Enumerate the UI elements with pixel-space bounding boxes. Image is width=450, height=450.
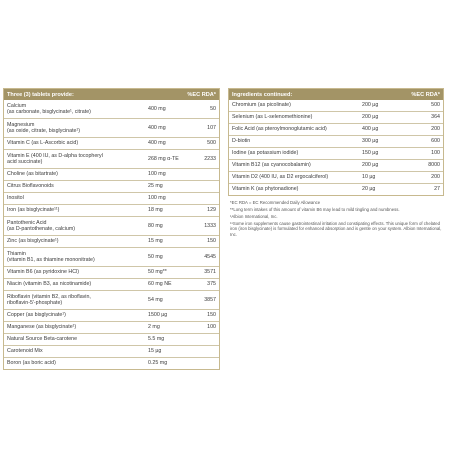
nutrient-name: Calcium (as carbonate, bisglycinate¹, citrate): [7, 102, 91, 115]
nutrient-amount: 200 µg: [362, 162, 379, 169]
nutrient-amount: 400 mg: [148, 124, 166, 131]
nutrient-rda: 129: [207, 207, 216, 214]
nutrient-amount: 400 mg: [148, 140, 166, 147]
nutrient-amount: 50 mg**: [148, 269, 167, 276]
table-row: [4, 334, 219, 346]
table-row: [229, 100, 443, 112]
nutrient-amount: 80 mg: [148, 222, 163, 229]
table-row: [4, 291, 219, 310]
nutrient-name: Magnesium (as oxide, citrate, bisglycinate¹): [7, 121, 81, 134]
table-row: [229, 184, 443, 195]
nutrient-name: Citrus Bioflavonoids: [7, 183, 54, 190]
nutrient-name: Thiamin (vitamin B1, as thiamine mononitrate): [7, 250, 95, 263]
nutrient-rda: 50: [210, 105, 216, 112]
nutrition-table-left: [3, 88, 220, 370]
footnote: ¹¹Some iron supplements cause gastrointestinal irritation and constipating effects. This unique form of chelated iron (iron bisglycinate) is formulated for enhanced absorption and is gentle on your system. Albion International, Inc.: [230, 220, 442, 237]
table-title: Three (3) tablets provide:: [7, 91, 74, 98]
nutrient-rda: 1333: [204, 222, 216, 229]
nutrient-amount: 50 mg: [148, 253, 163, 260]
nutrient-name: Zinc (as bisglycinate¹): [7, 238, 59, 245]
table-row: [4, 150, 219, 169]
nutrient-amount: 54 mg: [148, 296, 163, 303]
nutrient-name: Carotenoid Mix: [7, 348, 43, 355]
rda-column-header: %EC RDA*: [187, 91, 216, 98]
nutrient-amount: 25 mg: [148, 183, 163, 190]
nutrient-name: Choline (as bitartrate): [7, 171, 58, 178]
nutrient-rda: 4545: [204, 253, 216, 260]
nutrient-name: Chromium (as picolinate): [232, 102, 291, 109]
nutrient-name: Vitamin E (400 IU, as D-alpha tocopheryl acid succinate): [7, 152, 103, 165]
nutrient-amount: 1500 µg: [148, 312, 168, 319]
nutrient-amount: 300 µg: [362, 138, 379, 145]
table-row: [229, 112, 443, 124]
table-title: Ingredients continued:: [232, 91, 293, 98]
nutrient-name: Vitamin B6 (as pyridoxine HCl): [7, 269, 80, 276]
nutrient-amount: 10 µg: [362, 174, 376, 181]
nutrient-amount: 60 mg NE: [148, 281, 172, 288]
nutrient-rda: 8000: [428, 162, 440, 169]
nutrient-name: Vitamin B12 (as cyanocobalamin): [232, 162, 311, 169]
table-row: [4, 119, 219, 138]
nutrient-amount: 150 µg: [362, 150, 379, 157]
table-row: [4, 193, 219, 205]
nutrient-name: Pantothenic Acid (as D-pantothenate, calcium): [7, 219, 76, 232]
nutrient-name: Vitamin C (as L-Ascorbic acid): [7, 140, 79, 147]
nutrient-amount: 200 µg: [362, 114, 379, 121]
table-row: [4, 322, 219, 334]
nutrient-rda: 364: [431, 114, 440, 121]
nutrient-amount: 2 mg: [148, 324, 160, 331]
table-row: [229, 124, 443, 136]
nutrient-amount: 0.25 mg: [148, 360, 168, 367]
table-row: [4, 100, 219, 119]
nutrient-name: Inositol: [7, 195, 24, 202]
table-row: [4, 181, 219, 193]
nutrient-rda: 200: [431, 126, 440, 133]
footnote: **Long term intakes of this amount of vitamin B6 may lead to mild tingling and numbness.: [230, 206, 400, 212]
nutrient-rda: 600: [431, 138, 440, 145]
table-row: [4, 279, 219, 291]
table-row: [229, 172, 443, 184]
nutrient-amount: 100 mg: [148, 171, 166, 178]
nutrient-rda: 150: [207, 238, 216, 245]
table-header: [229, 89, 443, 100]
nutrient-name: Folic Acid (as pteroylmonoglutamic acid): [232, 126, 327, 133]
table-row: [4, 217, 219, 236]
footnote: ¹Albion International, Inc.: [230, 213, 278, 219]
footnote: *EC RDA = EC Recommended Daily Allowance: [230, 200, 321, 205]
nutrient-name: D-biotin: [232, 138, 251, 145]
nutrient-name: Iodine (as potassium iodide): [232, 150, 299, 157]
nutrient-rda: 150: [207, 312, 216, 319]
table-body: [229, 100, 443, 195]
nutrient-name: Vitamin K (as phytonadione): [232, 186, 299, 193]
nutrient-name: Selenium (as L-selenomethionine): [232, 114, 313, 121]
table-row: [4, 138, 219, 150]
table-row: [4, 310, 219, 322]
table-row: [4, 169, 219, 181]
nutrient-amount: 400 mg: [148, 105, 166, 112]
nutrition-table-right: [228, 88, 444, 196]
nutrient-amount: 15 mg: [148, 238, 163, 245]
nutrient-amount: 15 µg: [148, 348, 162, 355]
nutrient-rda: 500: [431, 102, 440, 109]
nutrient-rda: 27: [434, 186, 440, 193]
table-row: [229, 160, 443, 172]
nutrient-name: Natural Source Beta-carotene: [7, 336, 78, 343]
nutrient-amount: 5.5 mg: [148, 336, 165, 343]
nutrient-name: Boron (as boric acid): [7, 360, 56, 367]
nutrient-rda: 107: [207, 124, 216, 131]
table-row: [4, 248, 219, 267]
nutrient-amount: 18 mg: [148, 207, 163, 214]
nutrient-amount: 400 µg: [362, 126, 379, 133]
nutrient-name: Vitamin D2 (400 IU, as D2 ergocalciferol): [232, 174, 329, 181]
table-body: [4, 100, 219, 369]
nutrient-rda: 100: [207, 324, 216, 331]
nutrient-name: Iron (as bisglycinate¹¹): [7, 207, 60, 214]
nutrient-rda: 2233: [204, 155, 216, 162]
table-row: [4, 346, 219, 358]
nutrient-rda: 3857: [204, 296, 216, 303]
nutrient-amount: 100 mg: [148, 195, 166, 202]
table-row: [4, 358, 219, 369]
nutrient-rda: 200: [431, 174, 440, 181]
nutrient-amount: 20 µg: [362, 186, 376, 193]
rda-column-header: %EC RDA*: [411, 91, 440, 98]
nutrient-rda: 375: [207, 281, 216, 288]
nutrient-name: Manganese (as bisglycinate¹): [7, 324, 77, 331]
nutrient-rda: 500: [207, 140, 216, 147]
table-row: [229, 148, 443, 160]
nutrient-name: Riboflavin (vitamin B2, as riboflavin, riboflavin-5'-phosphate): [7, 293, 91, 306]
table-row: [4, 267, 219, 279]
table-row: [229, 136, 443, 148]
table-row: [4, 236, 219, 248]
table-header: [4, 89, 219, 100]
nutrient-name: Niacin (vitamin B3, as nicotinamide): [7, 281, 92, 288]
nutrient-rda: 3571: [204, 269, 216, 276]
nutrient-rda: 100: [431, 150, 440, 157]
table-row: [4, 205, 219, 217]
nutrient-amount: 200 µg: [362, 102, 379, 109]
footnotes: [230, 200, 442, 238]
nutrient-amount: 268 mg α-TE: [148, 155, 179, 162]
nutrient-name: Copper (as bisglycinate¹): [7, 312, 66, 319]
